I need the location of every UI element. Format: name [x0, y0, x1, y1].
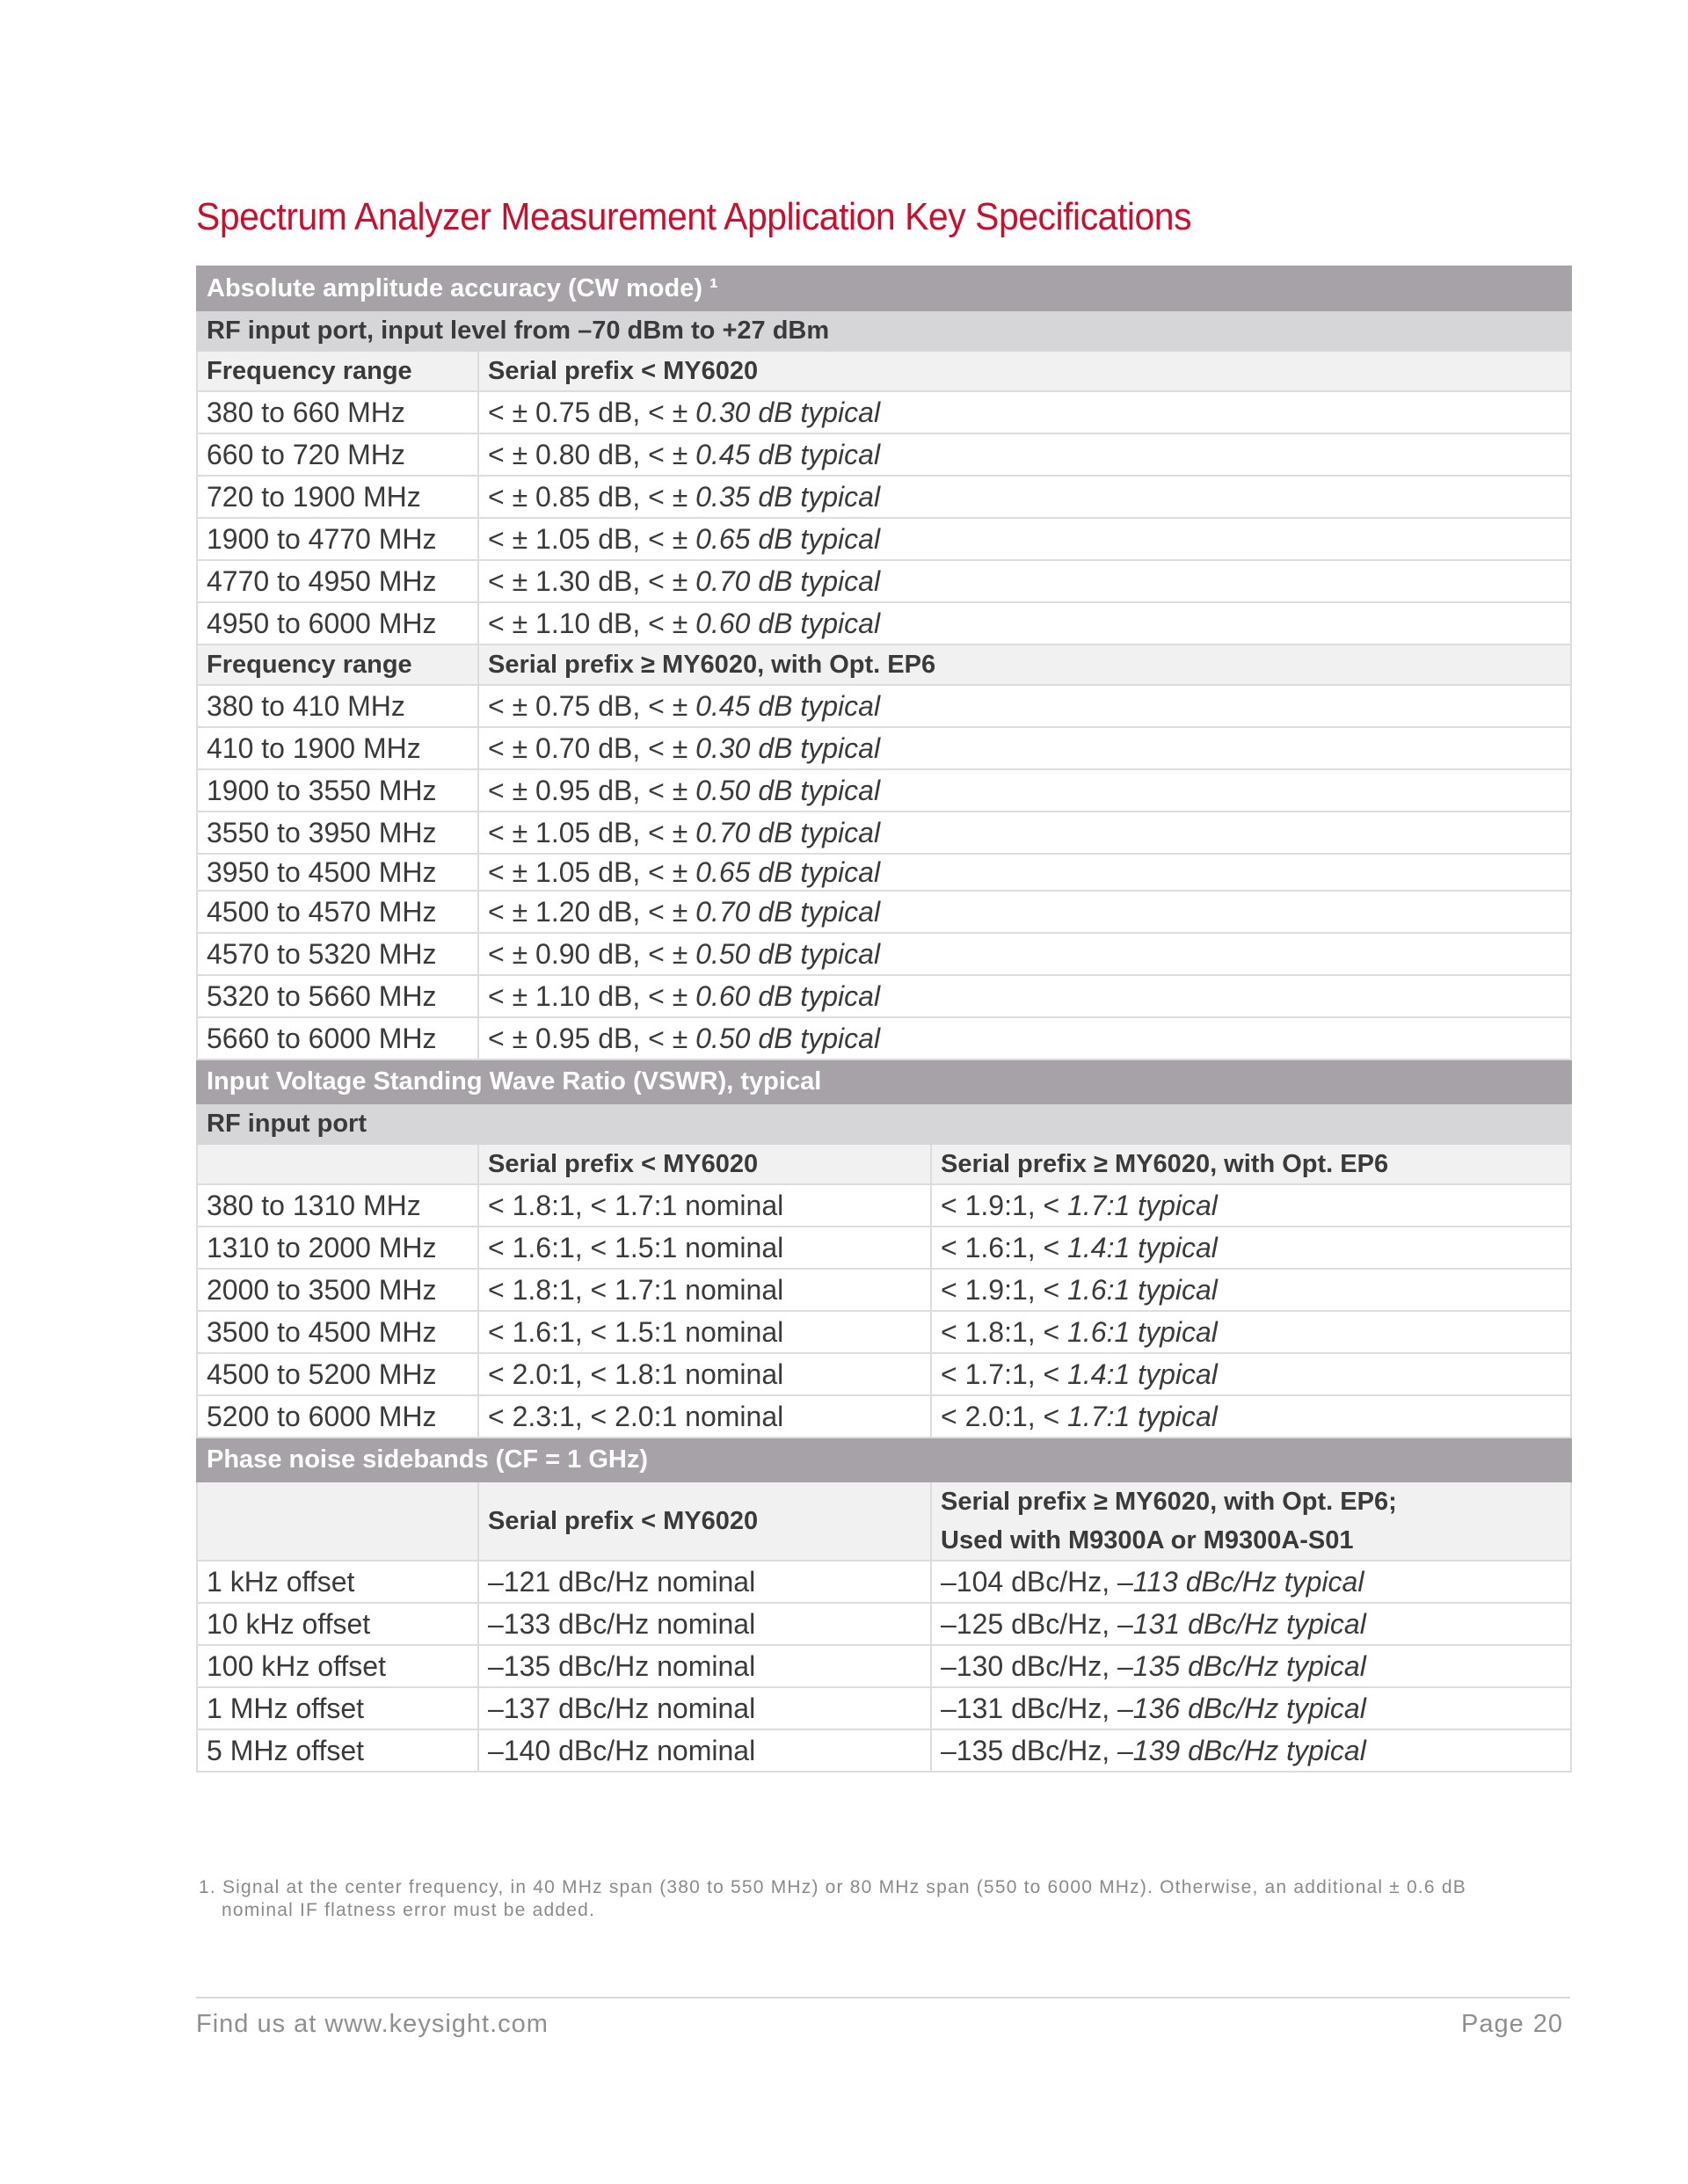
frequency-range: 1900 to 3550 MHz [197, 769, 478, 812]
table-row [197, 769, 1571, 812]
table-row [197, 602, 1571, 644]
footer-divider [196, 1997, 1570, 1998]
column-header-row [197, 1481, 1571, 1561]
offset: 1 MHz offset [197, 1687, 478, 1729]
table-row [197, 560, 1571, 602]
table-row [197, 518, 1571, 560]
frequency-range: 5320 to 5660 MHz [197, 975, 478, 1017]
subsection-title: RF input port, input level from –70 dBm to +27 dBm [197, 310, 1571, 351]
column-header: Serial prefix ≥ MY6020, with Opt. EP6 [478, 644, 1571, 685]
accuracy-spec: < ± 1.10 dB, < ± 0.60 dB typical [478, 975, 1571, 1017]
table-row [197, 1603, 1571, 1645]
offset: 5 MHz offset [197, 1729, 478, 1772]
accuracy-spec: < ± 0.70 dB, < ± 0.30 dB typical [478, 727, 1571, 769]
subsection-title: RF input port [197, 1103, 1571, 1144]
section-header-amplitude [197, 266, 1571, 310]
phase-noise-new: –104 dBc/Hz, –113 dBc/Hz typical [931, 1561, 1571, 1603]
table-row [197, 1227, 1571, 1269]
accuracy-spec: < ± 1.05 dB, < ± 0.70 dB typical [478, 812, 1571, 854]
page-label: Page [1461, 2010, 1524, 2038]
frequency-range: 4500 to 5200 MHz [197, 1353, 478, 1395]
subsection-header-rf-input-port [197, 1103, 1571, 1144]
vswr-new: < 1.9:1, < 1.6:1 typical [931, 1269, 1571, 1311]
frequency-range: 1310 to 2000 MHz [197, 1227, 478, 1269]
table-row [197, 1687, 1571, 1729]
frequency-range: 380 to 410 MHz [197, 685, 478, 727]
accuracy-spec: < ± 0.80 dB, < ± 0.45 dB typical [478, 433, 1571, 476]
accuracy-spec: < ± 1.20 dB, < ± 0.70 dB typical [478, 891, 1571, 933]
table-row [197, 1729, 1571, 1772]
footnote-text: 1. Signal at the center frequency, in 40 MHz span (380 to 550 MHz) or 80 MHz span (550 to 6000 MHz). Otherwise, an additional ± 0.6 dB nominal IF flatness error must be added. [199, 1877, 1466, 1920]
phase-noise-new: –135 dBc/Hz, –139 dBc/Hz typical [931, 1729, 1571, 1772]
frequency-range: 4770 to 4950 MHz [197, 560, 478, 602]
column-header-empty [197, 1481, 478, 1561]
column-header: Serial prefix ≥ MY6020, with Opt. EP6; Used with M9300A or M9300A-S01 [931, 1481, 1571, 1561]
accuracy-spec: < ± 0.90 dB, < ± 0.50 dB typical [478, 933, 1571, 975]
column-header: Serial prefix ≥ MY6020, with Opt. EP6 [931, 1144, 1571, 1184]
accuracy-spec: < ± 1.05 dB, < ± 0.65 dB typical [478, 854, 1571, 891]
table-row [197, 1269, 1571, 1311]
frequency-range: 1900 to 4770 MHz [197, 518, 478, 560]
column-header-row [197, 351, 1571, 391]
column-header-row [197, 1144, 1571, 1184]
phase-noise-old: –140 dBc/Hz nominal [478, 1729, 931, 1772]
phase-noise-old: –135 dBc/Hz nominal [478, 1645, 931, 1687]
vswr-old: < 1.8:1, < 1.7:1 nominal [478, 1269, 931, 1311]
subsection-header-rf-input [197, 310, 1571, 351]
page-title: Spectrum Analyzer Measurement Application Key Specifications [196, 195, 1192, 238]
column-header: Serial prefix < MY6020 [478, 351, 1571, 391]
vswr-new: < 1.8:1, < 1.6:1 typical [931, 1311, 1571, 1353]
frequency-range: 3950 to 4500 MHz [197, 854, 478, 891]
column-header: Frequency range [197, 351, 478, 391]
frequency-range: 720 to 1900 MHz [197, 476, 478, 518]
frequency-range: 2000 to 3500 MHz [197, 1269, 478, 1311]
accuracy-spec: < ± 0.75 dB, < ± 0.45 dB typical [478, 685, 1571, 727]
frequency-range: 410 to 1900 MHz [197, 727, 478, 769]
frequency-range: 660 to 720 MHz [197, 433, 478, 476]
offset: 10 kHz offset [197, 1603, 478, 1645]
frequency-range: 5200 to 6000 MHz [197, 1395, 478, 1438]
column-header-row [197, 644, 1571, 685]
footer-website-link[interactable]: Find us at www.keysight.com [196, 2010, 549, 2038]
vswr-old: < 1.8:1, < 1.7:1 nominal [478, 1184, 931, 1227]
frequency-range: 3500 to 4500 MHz [197, 1311, 478, 1353]
section-title: Input Voltage Standing Wave Ratio (VSWR), typical [197, 1059, 1571, 1103]
table-row [197, 1561, 1571, 1603]
frequency-range: 4950 to 6000 MHz [197, 602, 478, 644]
page-number [1461, 2010, 1563, 2039]
table-row [197, 476, 1571, 518]
accuracy-spec: < ± 1.10 dB, < ± 0.60 dB typical [478, 602, 1571, 644]
table-row [197, 433, 1571, 476]
section-header-vswr [197, 1059, 1571, 1103]
page-number-value: 20 [1532, 2010, 1563, 2038]
table-row [197, 727, 1571, 769]
table-row [197, 1645, 1571, 1687]
frequency-range: 380 to 1310 MHz [197, 1184, 478, 1227]
offset: 1 kHz offset [197, 1561, 478, 1603]
frequency-range: 4500 to 4570 MHz [197, 891, 478, 933]
accuracy-spec: < ± 1.05 dB, < ± 0.65 dB typical [478, 518, 1571, 560]
vswr-old: < 1.6:1, < 1.5:1 nominal [478, 1311, 931, 1353]
phase-noise-old: –137 dBc/Hz nominal [478, 1687, 931, 1729]
vswr-old: < 2.3:1, < 2.0:1 nominal [478, 1395, 931, 1438]
table-row [197, 1353, 1571, 1395]
accuracy-spec: < ± 0.95 dB, < ± 0.50 dB typical [478, 1017, 1571, 1059]
frequency-range: 380 to 660 MHz [197, 391, 478, 433]
table-row [197, 1184, 1571, 1227]
column-header: Frequency range [197, 644, 478, 685]
table-row [197, 1395, 1571, 1438]
frequency-range: 3550 to 3950 MHz [197, 812, 478, 854]
vswr-old: < 2.0:1, < 1.8:1 nominal [478, 1353, 931, 1395]
column-header: Serial prefix < MY6020 [478, 1144, 931, 1184]
table-row [197, 1017, 1571, 1059]
table-row [197, 1311, 1571, 1353]
phase-noise-old: –133 dBc/Hz nominal [478, 1603, 931, 1645]
accuracy-spec: < ± 0.75 dB, < ± 0.30 dB typical [478, 391, 1571, 433]
vswr-new: < 1.9:1, < 1.7:1 typical [931, 1184, 1571, 1227]
table-row [197, 391, 1571, 433]
footnote [199, 1876, 1517, 1922]
offset: 100 kHz offset [197, 1645, 478, 1687]
accuracy-spec: < ± 1.30 dB, < ± 0.70 dB typical [478, 560, 1571, 602]
accuracy-spec: < ± 0.85 dB, < ± 0.35 dB typical [478, 476, 1571, 518]
spec-table [196, 266, 1572, 1773]
column-header: Serial prefix < MY6020 [478, 1481, 931, 1561]
table-row [197, 933, 1571, 975]
table-row [197, 891, 1571, 933]
table-row [197, 854, 1571, 891]
section-title: Absolute amplitude accuracy (CW mode) ¹ [197, 266, 1571, 310]
accuracy-spec: < ± 0.95 dB, < ± 0.50 dB typical [478, 769, 1571, 812]
phase-noise-new: –130 dBc/Hz, –135 dBc/Hz typical [931, 1645, 1571, 1687]
frequency-range: 4570 to 5320 MHz [197, 933, 478, 975]
table-row [197, 812, 1571, 854]
phase-noise-new: –125 dBc/Hz, –131 dBc/Hz typical [931, 1603, 1571, 1645]
vswr-new: < 1.6:1, < 1.4:1 typical [931, 1227, 1571, 1269]
table-row [197, 975, 1571, 1017]
section-header-phase-noise [197, 1438, 1571, 1481]
column-header-empty [197, 1144, 478, 1184]
vswr-new: < 1.7:1, < 1.4:1 typical [931, 1353, 1571, 1395]
section-title: Phase noise sidebands (CF = 1 GHz) [197, 1438, 1571, 1481]
phase-noise-old: –121 dBc/Hz nominal [478, 1561, 931, 1603]
vswr-old: < 1.6:1, < 1.5:1 nominal [478, 1227, 931, 1269]
phase-noise-new: –131 dBc/Hz, –136 dBc/Hz typical [931, 1687, 1571, 1729]
table-row [197, 685, 1571, 727]
vswr-new: < 2.0:1, < 1.7:1 typical [931, 1395, 1571, 1438]
frequency-range: 5660 to 6000 MHz [197, 1017, 478, 1059]
